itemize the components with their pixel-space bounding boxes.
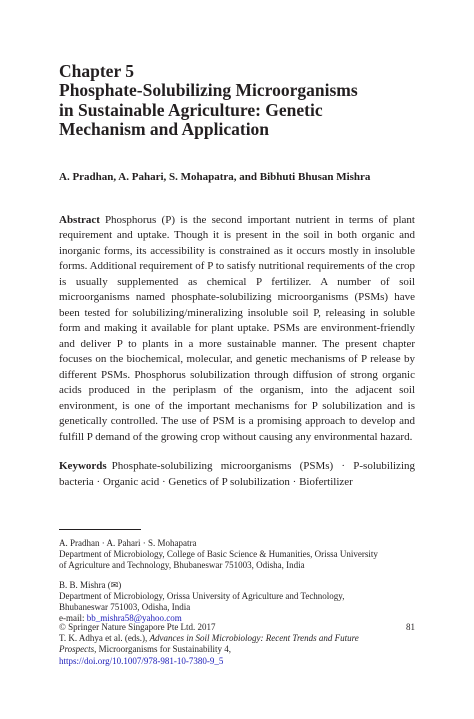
keywords-label: Keywords <box>59 460 107 472</box>
publisher-info <box>59 622 415 667</box>
abstract <box>59 213 415 446</box>
copyright: © Springer Nature Singapore Pte Ltd. 2017 <box>59 622 216 632</box>
affiliation-2-line-1: Department of Microbiology, Orissa University of Agriculture and Technology, <box>59 590 345 601</box>
email-link[interactable]: bb_mishra58@yahoo.com <box>86 613 182 624</box>
page-number: 81 <box>406 622 415 632</box>
article-body <box>59 62 415 490</box>
chapter-label: Chapter 5 <box>59 61 135 81</box>
chapter-title-line-1: Phosphate-Solubilizing Microorganisms <box>59 80 358 100</box>
citation-book-title-1: Advances in Soil Microbiology: Recent Trends and Future <box>149 633 359 644</box>
footnote-divider <box>59 529 141 530</box>
citation-line-1 <box>59 633 415 644</box>
citation-prefix: T. K. Adhya et al. (eds.), <box>59 633 150 644</box>
chapter-title-line-2: in Sustainable Agriculture: Genetic <box>59 99 323 120</box>
chapter-title <box>59 81 415 140</box>
affiliation-1-line-1: Department of Microbiology, College of Basic Science & Humanities, Orissa University <box>59 549 378 560</box>
abstract-label: Abstract <box>59 213 100 226</box>
citation-line-2 <box>59 644 415 655</box>
copyright-line <box>59 622 415 633</box>
doi-line <box>59 656 415 667</box>
affiliation-1-names: A. Pradhan · A. Pahari · S. Mohapatra <box>59 538 197 548</box>
affiliation-2-names: B. B. Mishra (✉) <box>59 579 122 590</box>
footnotes <box>59 529 415 632</box>
abstract-text: Phosphorus (P) is the second important nutrient in terms of plant requirement and uptake. Though it is present in the soil in both organic and inorganic forms, its accessibility is constrained as it occurs mostly in insoluble forms. Additional requirement of P to satisfy nutritional requirements of the crop is usually supplemented as chemical P fertilizer. A number of soil microorganisms named phosphate-solubilizing microorganisms (PSMs) have been tested for solubilizing/mineralizing insoluble soil P, releasing in soluble form and making it available for plant uptake. PSMs are environment-friendly and deliver P to plants in a more sustainable manner. The present chapter focuses on the biochemical, molecular, and genetic mechanisms of P release by different PSMs. Phosphorus solubilization through diffusion of strong organic acids produced in the periplasm of the organism, into the adjacent soil environment, is one of the important mechanisms for P solubilization and is genetically controlled. The use of PSM is a promising approach to develop and fulfill P demand of the growing crop without causing any environmental hazard. <box>59 213 415 443</box>
email-label: e-mail: <box>59 613 87 624</box>
citation-series: , Microorganisms for Sustainability 4, <box>94 644 231 655</box>
doi-link[interactable]: https://doi.org/10.1007/978-981-10-7380-9_5 <box>59 655 224 666</box>
affiliation-2-line-2: Bhubaneswar 751003, Odisha, India <box>59 602 191 613</box>
keywords-text: Phosphate-solubilizing microorganisms (PSMs) · P-solubilizing bacteria · Organic acid · Genetics of P solubilization · Biofertilizer <box>59 460 415 488</box>
author-list: A. Pradhan, A. Pahari, S. Mohapatra, and Bibhuti Bhusan Mishra <box>59 170 371 183</box>
keywords <box>59 459 415 490</box>
affiliation-2 <box>59 580 415 625</box>
affiliation-1 <box>59 538 415 572</box>
chapter-title-line-3: Mechanism and Application <box>59 119 270 139</box>
citation-book-title-2: Prospects <box>59 644 95 655</box>
affiliation-1-line-2: of Agriculture and Technology, Bhubaneswar 751003, Odisha, India <box>59 560 305 571</box>
